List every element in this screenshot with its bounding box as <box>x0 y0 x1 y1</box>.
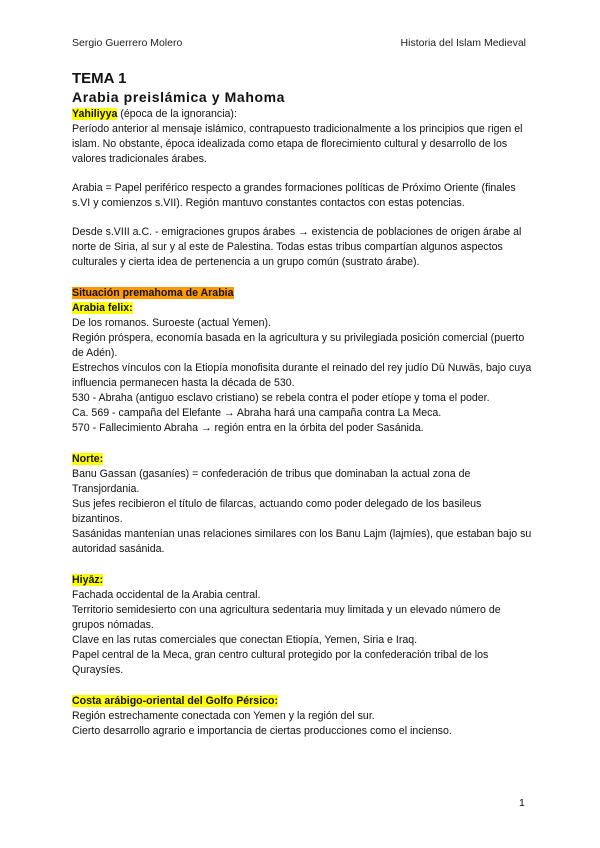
header-course: Historia del Islam Medieval <box>400 37 526 49</box>
intro-paragraph-3: Desde s.VIII a.C. - emigraciones grupos árabes → existencia de poblaciones de origen árabe al norte de Siria, al sur y al este de Palestina. Todas estas tribus compartían algunos aspectos culturales y cierta idea de pertenencia a un grupo común (sustrato árabe). <box>72 226 522 268</box>
felix-line: 530 - Abraha (antiguo esclavo cristiano) se rebela contra el poder etíope y toma el poder. <box>72 392 490 404</box>
hiyaz-heading: Hiyāz: <box>72 574 104 586</box>
felix-line: Ca. 569 - campaña del Elefante → Abraha hará una campaña contra La Meca. <box>72 407 442 419</box>
felix-line: De los romanos. Suroeste (actual Yemen). <box>72 317 272 329</box>
norte-line: Sasánidas mantenían unas relaciones similares con los Banu Lajm (lajmíes), que estaban bajo su autoridad sasánida. <box>72 528 532 555</box>
yahiliyya-term-line <box>72 107 532 122</box>
document-body <box>72 70 532 739</box>
situacion-heading-line <box>72 286 532 301</box>
felix-heading-line <box>72 301 532 316</box>
header-author: Sergio Guerrero Molero <box>72 37 183 49</box>
hiyaz-line: Territorio semidesierto con una agricultura sedentaria muy limitada y un elevado número de grupos nómadas. <box>72 604 501 631</box>
hiyaz-heading-line <box>72 573 532 588</box>
intro-paragraph-1: Período anterior al mensaje islámico, contrapuesto tradicionalmente a los principios que rigen el islam. No obstante, época idealizada como etapa de florecimiento cultural y desarrollo de los valores tradicionales árabes. <box>72 123 523 165</box>
hiyaz-line: Papel central de la Meca, gran centro cultural protegido por la confederación tribal de los Quraysíes. <box>72 649 489 676</box>
norte-line: Sus jefes recibieron el título de filarcas, actuando como poder delegado de los basileus bizantinos. <box>72 498 482 525</box>
hiyaz-line: Clave en las rutas comerciales que conectan Etiopía, Yemen, Siria e Iraq. <box>72 634 418 646</box>
norte-heading-line <box>72 452 532 467</box>
page-header <box>72 37 526 49</box>
costa-heading-line <box>72 694 532 709</box>
felix-heading: Arabia felix: <box>72 302 133 314</box>
yahiliyya-term-rest: (época de la ignorancia): <box>117 108 237 120</box>
situacion-heading: Situación premahoma de Arabia <box>72 287 234 299</box>
hiyaz-line: Fachada occidental de la Arabia central. <box>72 589 261 601</box>
felix-line: Región próspera, economía basada en la agricultura y su privilegiada posición comercial (puerto de Adén). <box>72 332 525 359</box>
intro-paragraph-2: Arabia = Papel periférico respecto a grandes formaciones políticas de Próximo Oriente (finales s.VI y comienzos s.VII). Región mantuvo constantes contactos con estas potencias. <box>72 182 516 209</box>
costa-line: Región estrechamente conectada con Yemen y la región del sur. <box>72 710 375 722</box>
document-title: Arabia preislámica y Mahoma <box>72 89 286 105</box>
felix-line: Estrechos vínculos con la Etiopía monofisita durante el reinado del rey judío Dū Nuwās, bajo cuya influencia permanecen hasta la década de 530. <box>72 362 532 389</box>
page-number: 1 <box>519 797 525 809</box>
norte-heading: Norte: <box>72 453 104 465</box>
felix-line: 570 - Fallecimiento Abraha → región entra en la órbita del poder Sasánida. <box>72 422 424 434</box>
yahiliyya-term: Yahiliyya <box>72 108 118 120</box>
norte-line: Banu Gassan (gasaníes) = confederación de tribus que dominaban la actual zona de Transjordania. <box>72 468 471 495</box>
tema-heading: TEMA 1 <box>72 70 127 87</box>
costa-heading: Costa arábigo-oriental del Golfo Pérsico: <box>72 695 279 707</box>
costa-line: Cierto desarrollo agrario e importancia de ciertas producciones como el incienso. <box>72 725 452 737</box>
